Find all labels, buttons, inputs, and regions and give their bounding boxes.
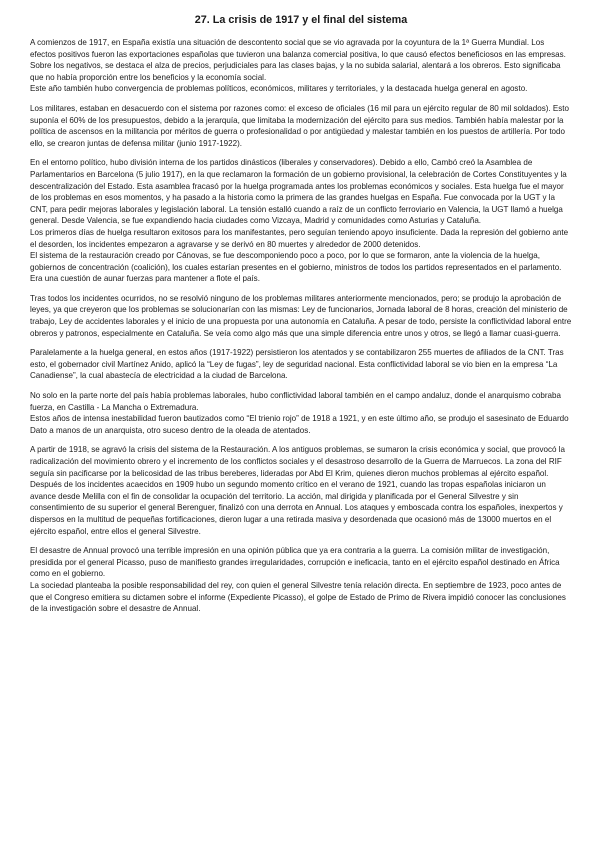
- paragraph-line: Los militares, estaban en desacuerdo con el sistema por razones como: el exceso de oficiales (16 mil para un ejército regular de 80 mil soldados). Esto suponía el 60% de los presupuestos, debido a la jerarquía, que limitaba la modernización del ejército para sus medios. También había malestar por la política de ascensos en la militancia por méritos de guerra o profesionalidad o por antigüedad y malestar también en los puestos de artillería. Por todo ello, se crearon juntas de defensa militar (junio 1917-1922).: [30, 103, 569, 148]
- paragraph-line: Paralelamente a la huelga general, en estos años (1917-1922) persistieron los atentados y se contabilizaron 255 muertes de afiliados de la CNT. Tras esto, el gobernador civil Martínez Anido, aplicó la “Ley de fugas”, ley de seguridad nacional. Esta conflictividad laboral se vio bien en la empresa “La Canadiense”, la cual abastecía de electricidad a la ciudad de Barcelona.: [30, 348, 564, 381]
- paragraph-line: El sistema de la restauración creado por Cánovas, se fue descomponiendo poco a poco, por lo que se formaron, ante la violencia de la huelga, gobiernos de concentración (coalición), los cuales estarían presentes en el gobierno, ministros de todos los partidos representados en el parlamento. Era una cuestión de aunar fuerzas para mantener a flote el país.: [30, 251, 562, 284]
- paragraph-line: Los primeros días de huelga resultaron exitosos para los manifestantes, pero seguían teniendo apoyo insuficiente. Dada la represión del gobierno ante el desorden, los incidentes empezaron a agravarse y se derivó en 80 muertes y alrededor de 2000 detenidos.: [30, 227, 569, 249]
- paragraph-attacks: [30, 347, 572, 382]
- paragraph-line: Tras todos los incidentes ocurridos, no se resolvió ninguno de los problemas militares anteriormente mencionados, pero; se produjo la aprobación de leyes, ya que creyeron que los problemas se solucionarían con las mismas: Ley de funcionarios, Jornada laboral de 8 horas, creación del ministerio de trabajo, Ley de accidentes laborales y el inicio de una propuesta por una autonomía en Cataluña. A pesar de todo, persiste la conflictividad laboral entre obreros y patronos, especialmente en Cataluña. Se veía como algo más que una simple diferencia entre unos y otros, se llegó a llamar cuasi-guerra.: [30, 293, 572, 338]
- paragraph-line: A partir de 1918, se agravó la crisis del sistema de la Restauración. A los antiguos problemas, se sumaron la crisis económica y social, que provocó la radicalización del movimiento obrero y el incremento de los conflictos sociales y el desastroso desarrollo de la Guerra de Marruecos. La zona del RIF seguía sin pacificarse por la belicosidad de las tribus bereberes, lideradas por Abd El Krim, quienes dieron muchos problemas al ejército español. Después de los incidentes acaecidos en 1909 hubo un segundo momento crítico en el verano de 1921, cuando las tropas españolas iniciaron un avance desde Melilla con el fin de consolidar la ocupación del territorio. La acción, mal dirigida y planificada por el General Silvestre y sin consentimiento de su superior el general Berenguer, finalizó con una derrota en Annual. Los ataques y emboscada contra los españoles, inexpertos y dispersos en la multitud de pequeñas fortificaciones, dieron lugar a una retirada masiva y desordenada que ocasionó más de 13000 muertos en el ejército español, entre ellos el general Silvestre.: [30, 445, 565, 536]
- paragraph-context-1917: [30, 37, 572, 95]
- paragraph-line: A comienzos de 1917, en España existía una situación de descontento social que se vio agravada por la coyuntura de la 1ª Guerra Mundial. Los efectos positivos fueron las exportaciones españolas que tuvieron una balanza comercial positiva, lo que causó efectos beneficiosos en las empresas. Sobre los negativos, se destaca el alza de precios, perjudiciales para las clases bajas, y la no subida salarial, alentará a los obreros. Esto significaba que no había proporción entre los beneficios y la economía social.: [30, 38, 566, 82]
- paragraph-line: La sociedad planteaba la posible responsabilidad del rey, con quien el general Silvestre tenía relación directa. En septiembre de 1923, poco antes de que el Congreso emitiera su dictamen sobre el informe (Expediente Picasso), el golpe de Estado de Primo de Rivera impidió conocer las conclusiones de la investigación sobre el desastre de Annual.: [30, 580, 566, 614]
- paragraph-laws: [30, 293, 572, 339]
- paragraph-annual-aftermath: [30, 545, 572, 615]
- paragraph-line: No solo en la parte norte del país había problemas laborales, hubo conflictividad laboral también en el campo andaluz, donde el anarquismo cobraba fuerza, en Castilla - La Mancha o Extremadura.: [30, 391, 561, 412]
- paragraph-trienio-rojo: [30, 390, 572, 436]
- paragraph-line: Estos años de intensa inestabilidad fueron bautizados como “El trienio rojo” de 1918 a 1921, y en este último año, se produjo el sasesinato de Eduardo Dato a manos de un anarquista, otro suceso dentro de la oleada de atentados.: [30, 414, 569, 435]
- paragraph-line: En el entorno político, hubo división interna de los partidos dinásticos (liberales y conservadores). Debido a ello, Cambó creó la Asamblea de Parlamentarios en Barcelona (5 julio 1917), en la que reclamaron la formación de un gobierno provisional, la celebración de Cortes Constituyentes y la descentralización del Estado. Esta asamblea fracasó por la huelga programada antes los problemas económicos y sociales. Esta huelga fue el mayor de los problemas en esos momentos, y ha pasado a la historia como la primera de las grandes huelgas en España. Fue convocada por la UGT y la CNT, para pedir mejoras laborales y legislación laboral. La tensión estalló cuando a raíz de un conflicto ferroviario en Valencia, la UGT llamó a huelga general. Desde Valencia, se fue expandiendo hacia ciudades como Vizcaya, Madrid y comunidades como Asturias y Cataluña.: [30, 158, 567, 226]
- paragraph-line: Este año también hubo convergencia de problemas políticos, económicos, militares y territoriales, y la destacada huelga general en agosto.: [30, 84, 528, 94]
- paragraph-military: [30, 103, 572, 149]
- paragraph-morocco-war: [30, 444, 572, 537]
- paragraph-line: El desastre de Annual provocó una terrible impresión en una opinión pública que ya era contraria a la guerra. La comisión militar de investigación, presidida por el general Picasso, puso de manifiesto grandes irregularidades, corrupción e ineficacia, tanto en el ejército español destinado en África como en el gobierno.: [30, 546, 560, 579]
- document-title: 27. La crisis de 1917 y el final del sistema: [194, 14, 408, 26]
- paragraph-political-strike: [30, 157, 572, 285]
